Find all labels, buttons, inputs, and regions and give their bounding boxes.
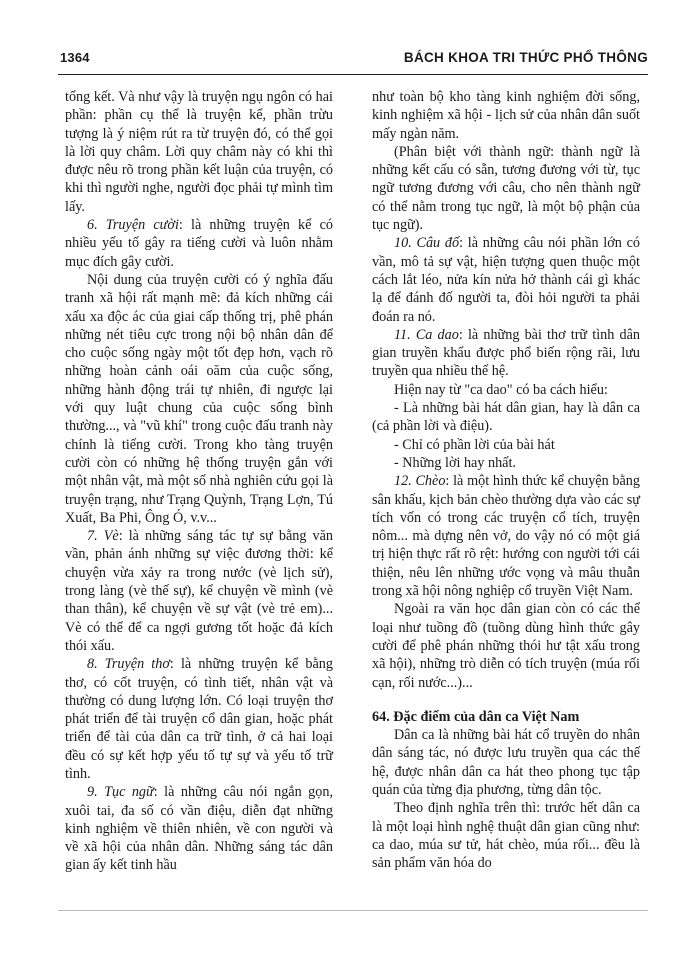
running-title: BÁCH KHOA TRI THỨC PHỔ THÔNG: [403, 50, 648, 65]
right-column: [372, 88, 640, 872]
paragraph: [65, 88, 333, 216]
paragraph: [372, 454, 640, 472]
entry-term: 8. Truyện thơ: [87, 656, 170, 673]
paragraph: [65, 527, 333, 655]
paragraph-text: Hiện nay từ "ca dao" có ba cách hiểu:: [394, 381, 608, 398]
left-column: [65, 88, 333, 875]
section-paragraph: Theo định nghĩa trên thì: trước hết dân ca là một loại hình nghệ thuật dân gian cũng như: ca dao, múa sư tử, hát chèo, múa rối... đều là sản phẩm văn hóa do: [372, 800, 640, 872]
paragraph-text: : là những câu nói phần lớn có vần, mô tả sự vật, hiện tượng quen thuộc một cách lắt léo, nửa kín nửa hở thành cái gì khác lạ để đánh đố người ta, đòi hỏi người ta phải đoán ra nó.: [372, 235, 640, 325]
paragraph: [65, 655, 333, 783]
header-divider: [58, 74, 648, 75]
section-heading: 64. Đặc điểm của dân ca Việt Nam: [372, 708, 580, 725]
paragraph-text: (Phân biệt với thành ngữ: thành ngữ là những kết cấu có sẵn, tương đương với từ, tục ngữ tương đương với câu, cho nên thành ngữ có thể nằm trong tục ngữ, là một bộ phận của tục ngữ).: [372, 143, 640, 234]
entry-term: 12. Chèo: [394, 473, 446, 490]
paragraph: [65, 783, 333, 874]
paragraph-text: : là những bài thơ trữ tình dân gian truyền khẩu được phổ biến rộng rãi, lưu truyền qua nhiều thế hệ.: [372, 326, 640, 380]
section-body: [372, 726, 640, 872]
entry-term: 11. Ca dao: [394, 326, 459, 343]
paragraph: [372, 326, 640, 381]
footer-divider: [58, 910, 648, 911]
paragraph-text: : là những truyện kể có nhiều yếu tố gây ra tiếng cười và luôn nhằm mục đích gây cười.: [65, 217, 333, 270]
paragraph: [372, 381, 640, 399]
paragraph-text: như toàn bộ kho tàng kinh nghiệm đời sống, kinh nghiệm xã hội - lịch sử của nhân dân suốt mấy ngàn năm.: [372, 89, 640, 142]
paragraph-text: Ngoài ra văn học dân gian còn có các thể loại như tuồng đồ (tuồng dùng hình thức gây cười để phê phán những thói hư tật xấu trong xã hội), những trò diễn có tích truyện (múa rối cạn, rối nước...)...: [372, 601, 640, 691]
paragraph: [372, 436, 640, 454]
paragraph: [372, 143, 640, 234]
section-paragraph: Dân ca là những bài hát cổ truyền do nhân dân sáng tác, nó được lưu truyền qua các thế hệ, được nhân dân ca hát theo phong tục tập quán của từng địa phương, từng dân tộc.: [372, 727, 640, 798]
paragraph: [65, 216, 333, 271]
page-header: [58, 44, 648, 70]
paragraph: [372, 399, 640, 436]
paragraph: [372, 88, 640, 143]
entry-term: 6. Truyện cười: [87, 217, 179, 234]
entry-term: 10. Câu đố: [394, 235, 460, 252]
paragraph-text: : là một hình thức kể chuyện bằng sân khấu, kịch bản chèo thường dựa vào các sự tích vốn có trong các truyện cổ tích, truyện nôm... mà dựng nên vở, do vậy nó có một giá trị hiện thực rất rõ rệt: hướng con người tới cái thiện, nêu lên những ước vọng và mâu thuẫn trong xã hội nông nghiệp cổ truyền Việt Nam.: [372, 473, 640, 600]
paragraph: [372, 234, 640, 325]
entry-term: 9. Tục ngữ: [87, 784, 154, 801]
right-column-paragraphs: [372, 88, 640, 692]
paragraph: [372, 600, 640, 691]
paragraph-text: : là những câu nói ngắn gọn, xuôi tai, đa số có vần điệu, diễn đạt những kinh nghiệm về thiên nhiên, về con người và về xã hội của nhân dân. Những sáng tác dân gian ấy kết tinh hầu: [65, 784, 333, 874]
paragraph: [372, 472, 640, 600]
paragraph-text: : là những sáng tác tự sự bằng văn vần, phản ánh những sự việc đương thời: kể chuyện vừa xảy ra trong nước (vè lịch sử), trong làng (vè thế sự), kể chuyện về mình (vè than thân), kể chuyện về sự vật (vè trẻ em)... Vè có thể để ca ngợi gương tốt hoặc đả kích thói xấu.: [65, 528, 333, 654]
paragraph-text: - Những lời hay nhất.: [394, 454, 516, 471]
paragraph-text: Nội dung của truyện cười có ý nghĩa đấu tranh xã hội rất mạnh mẽ: đả kích những cái xấu xa độc ác của giai cấp thống trị, phê phán những nét tiêu cực trong nội bộ nhân dân để cho cuộc sống ngày một tốt đẹp hơn, vạch rõ những hoàn cảnh oái oăm của cuộc sống, những hành động trái tự nhiên, đi ngược lại với quy luật chung của cuộc sống bình thường..., và "vũ khí" trong cuộc đấu tranh này chính là tiếng cười. Trong kho tàng truyện cười còn có những hệ thống truyện gắn với một nhân vật, mà một số nhà nghiên cứu gọi là truyện trạng, như Trạng Quỳnh, Trạng Lợn, Tú Xuất, Ba Phi, Ông Ó, v.v...: [65, 271, 333, 526]
paragraph-text: - Là những bài hát dân gian, hay là dân ca (cả phần lời và điệu).: [372, 400, 640, 435]
paragraph-text: : là những truyện kể bằng thơ, có cốt truyện, có tình tiết, nhân vật và thường có dung lượng lớn. Có loại truyện thơ phát triển để tài truyện cổ dân gian, hoặc phát triển để tài của dân ca trữ tình, ở cả hai loại đều có sự kết hợp yếu tố tự sự và yếu tố trữ tình.: [65, 656, 333, 782]
paragraph: [65, 271, 333, 527]
page-number: 1364: [60, 50, 90, 65]
paragraph-text: - Chỉ có phần lời của bài hát: [394, 436, 555, 453]
entry-term: 7. Vè: [87, 528, 119, 545]
paragraph-text: tổng kết. Và như vậy là truyện ngụ ngôn có hai phần: phần cụ thể là truyện kể, phần trừu tượng là ý niệm rút ra từ truyện đó, có thể gọi là lời quy châm. Lời quy châm này có khi thì được nêu rõ trong phần kết luận của truyện, có khi thì người nghe, người đọc phải tự mình tìm lấy.: [65, 89, 333, 215]
